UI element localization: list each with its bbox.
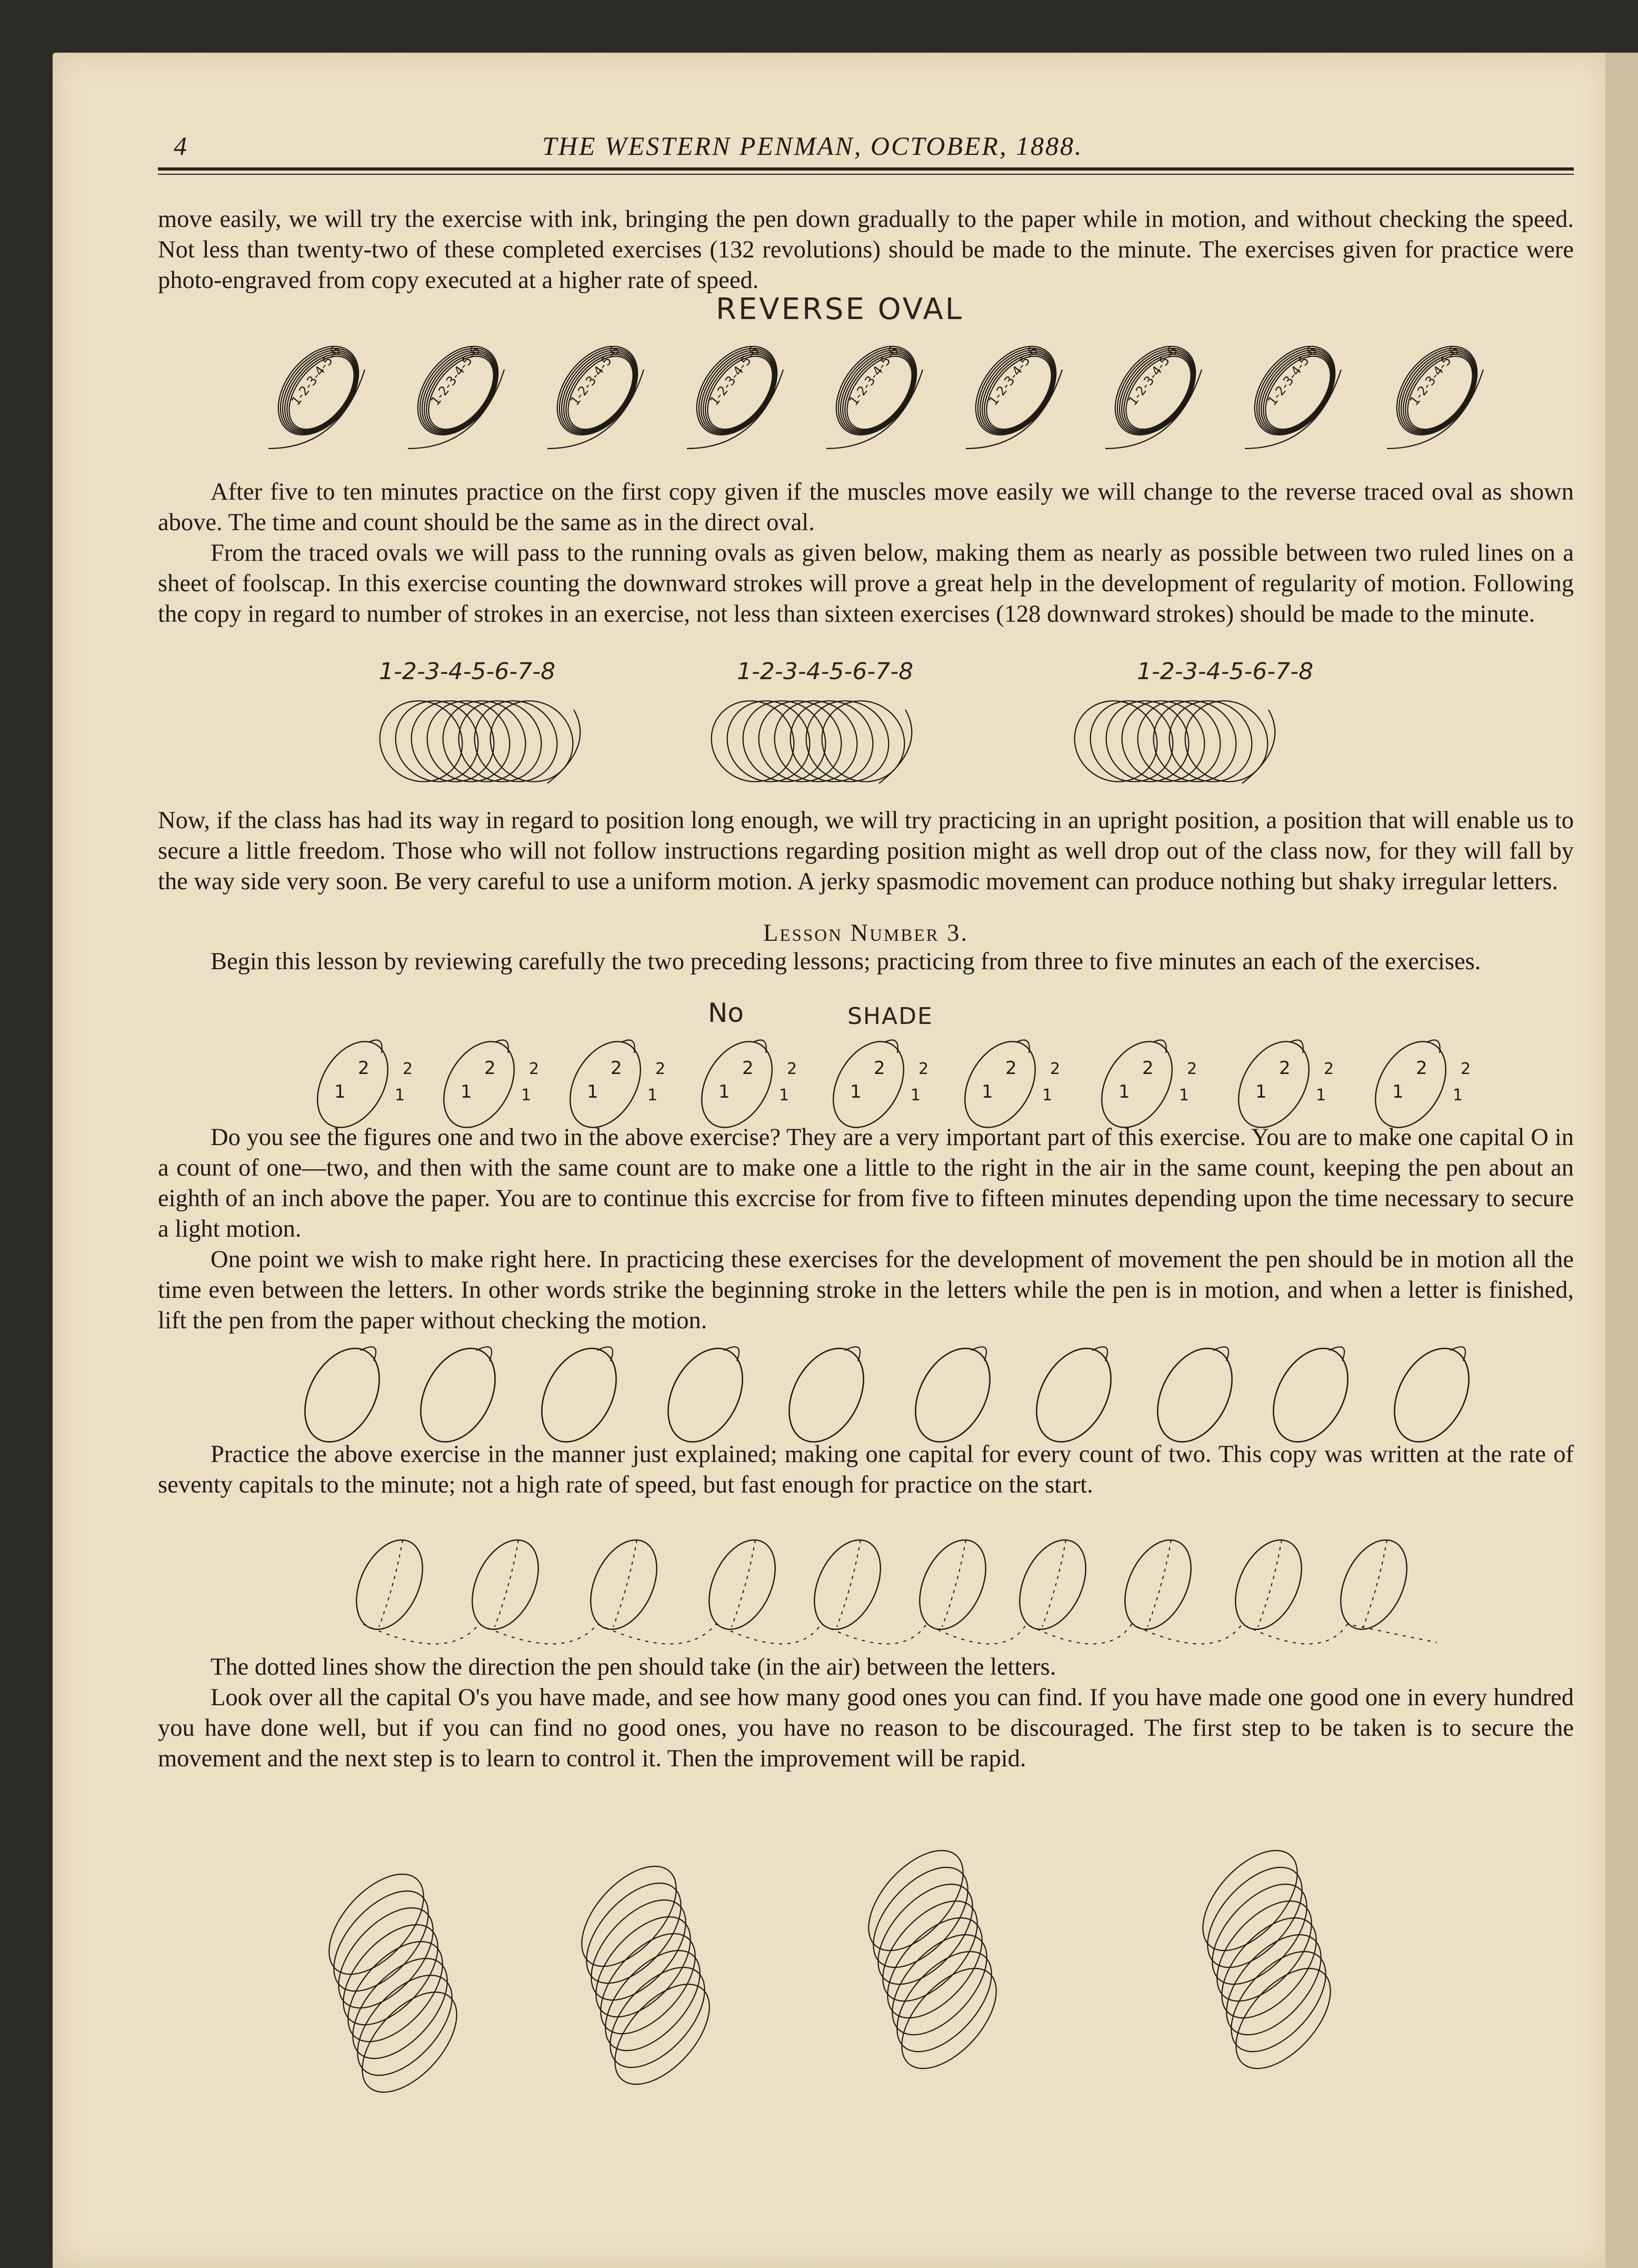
svg-text:1: 1 (461, 1081, 472, 1102)
capital-o-plain-5 (774, 1336, 879, 1455)
svg-text:1: 1 (779, 1086, 790, 1105)
svg-text:2: 2 (403, 1060, 413, 1078)
capital-o-dotted-2 (459, 1529, 552, 1640)
capital-o-dotted-10 (1327, 1529, 1420, 1640)
svg-text:1: 1 (718, 1081, 730, 1102)
svg-text:1: 1 (647, 1086, 658, 1105)
paragraph-motion: One point we wish to make right here. In practicing these exercises for the development of movement the pen should be in motion all the time even between the letters. In other words strike the beginning stroke in the letters while the pen is in motion, and when a letter is finished, lift the pen from the paper without checking the motion. (158, 1246, 1574, 1334)
svg-text:1: 1 (850, 1081, 862, 1102)
running-count-1: 1-2-3-4-5-6-7-8 (379, 658, 556, 685)
reverse-traced-oval-4 (681, 331, 794, 450)
paragraph-reverse-oval: After five to ten minutes practice on the first copy given if the muscles move easily we will change to the reverse traced oval as shown above. The time and count should be the same as in the direct oval. (158, 479, 1574, 536)
capital-o-plain-2 (406, 1336, 511, 1455)
compact-oval-drill-4 (1185, 1834, 1348, 2085)
svg-text:2: 2 (787, 1060, 797, 1078)
capital-o-plain-10 (1380, 1336, 1484, 1455)
svg-text:1-2-3-4-5-6: 1-2-3-4-5-6 (427, 343, 483, 409)
dotted-direction-line (363, 1624, 1437, 1644)
svg-text:1-2-3-4-5-6: 1-2-3-4-5-6 (1125, 343, 1181, 409)
svg-text:1: 1 (1179, 1086, 1190, 1105)
capital-o-dotted-6 (906, 1529, 999, 1640)
svg-text:1: 1 (521, 1086, 532, 1105)
capital-o-figure-4 (687, 1029, 797, 1140)
svg-text:1: 1 (1118, 1081, 1130, 1102)
page-number: 4 (174, 131, 188, 161)
reverse-traced-oval-3 (541, 331, 654, 450)
reverse-traced-oval-9 (1381, 331, 1494, 450)
capital-o-dotted-9 (1222, 1529, 1315, 1640)
lesson-heading: Lesson Number 3. (763, 920, 968, 947)
capital-o-plain-7 (1022, 1336, 1126, 1455)
paragraph-look-over: Look over all the capital O's you have made, and see how many good ones you can find. If you have made one good one in every hundred you have done well, but if you can find no good ones, you have no reason to be discouraged. The first step to be taken is to secure the movement and the next step is to learn to control it. Then the improvement will be rapid. (158, 1684, 1574, 1772)
svg-text:2: 2 (1187, 1060, 1197, 1078)
capital-o-dotted-3 (577, 1529, 670, 1640)
running-count-3: 1-2-3-4-5-6-7-8 (1137, 658, 1314, 685)
capital-o-plain-4 (653, 1336, 758, 1455)
svg-text:2: 2 (1005, 1058, 1017, 1079)
capital-o-plain-8 (1143, 1336, 1247, 1455)
svg-text:2: 2 (611, 1058, 622, 1079)
svg-text:1: 1 (911, 1086, 921, 1105)
capital-o-figure-7 (1087, 1029, 1197, 1140)
capital-o-dotted-7 (1006, 1529, 1099, 1640)
running-oval-exercise-1 (364, 685, 588, 798)
reverse-traced-oval-6 (960, 331, 1073, 450)
reverse-traced-oval-8 (1239, 331, 1352, 450)
paragraph-running-ovals: From the traced ovals we will pass to the running ovals as given below, making them as nearly as possible between two ruled lines on a sheet of foolscap. In this exercise counting the downward strokes will prove a great help in the development of regularity of motion. Following the copy in regard to number of strokes in an exercise, not less than sixteen exercises (128 downward strokes) should be made to the minute. (158, 540, 1574, 628)
running-oval-exercise-3 (1058, 685, 1283, 798)
paragraph-lesson-intro: Begin this lesson by reviewing carefully the two preceding lessons; practicing from three to five minutes an each of the exercises. (211, 948, 1481, 975)
capital-o-plain-3 (527, 1336, 632, 1455)
svg-text:2: 2 (655, 1060, 666, 1078)
reverse-traced-oval-1 (262, 331, 375, 450)
capital-o-plain-1 (290, 1336, 395, 1455)
svg-text:2: 2 (1416, 1058, 1427, 1079)
svg-text:1: 1 (982, 1081, 993, 1102)
capital-o-figure-9 (1361, 1029, 1471, 1140)
svg-text:2: 2 (742, 1058, 754, 1079)
reverse-traced-oval-5 (820, 331, 933, 450)
capital-o-dotted-8 (1112, 1529, 1204, 1640)
capital-o-figure-8 (1224, 1029, 1334, 1140)
svg-text:1: 1 (1042, 1086, 1053, 1105)
svg-text:1-2-3-4-5-6: 1-2-3-4-5-6 (706, 343, 762, 409)
svg-text:1: 1 (587, 1081, 598, 1102)
svg-text:1: 1 (1453, 1086, 1463, 1105)
svg-text:1: 1 (1255, 1081, 1267, 1102)
reverse-traced-oval-7 (1099, 331, 1212, 450)
no-note: No (708, 998, 744, 1028)
svg-text:1-2-3-4-5-6: 1-2-3-4-5-6 (985, 343, 1041, 409)
svg-text:2: 2 (358, 1058, 369, 1079)
svg-text:1: 1 (395, 1086, 405, 1105)
svg-text:1-2-3-4-5-6: 1-2-3-4-5-6 (288, 343, 344, 409)
svg-text:1-2-3-4-5-6: 1-2-3-4-5-6 (567, 343, 623, 409)
svg-text:2: 2 (1461, 1060, 1471, 1078)
capital-o-plain-9 (1259, 1336, 1363, 1455)
svg-text:1-2-3-4-5-6: 1-2-3-4-5-6 (1264, 343, 1320, 409)
svg-text:1: 1 (334, 1081, 346, 1102)
paragraph-position: Now, if the class has had its way in regard to position long enough, we will try practicing in an upright position, a position that will enable us to secure a little freedom. Those who will not follow instructions regarding position might as well drop out of the class now, for they will fall by the way side very soon. Be very careful to use a uniform motion. A jerky spasmodic movement can produce nothing but shaky irregular letters. (158, 807, 1574, 895)
svg-text:1: 1 (1392, 1081, 1404, 1102)
reverse-traced-oval-2 (402, 331, 515, 450)
capital-o-figure-1 (303, 1029, 413, 1140)
compact-oval-drill-3 (851, 1834, 1014, 2085)
compact-oval-drill-1 (312, 1857, 474, 2109)
svg-text:2: 2 (1279, 1058, 1291, 1079)
svg-text:2: 2 (874, 1058, 885, 1079)
svg-text:1-2-3-4-5-6: 1-2-3-4-5-6 (846, 343, 902, 409)
capital-o-figure-2 (430, 1029, 539, 1140)
capital-o-dotted-4 (696, 1529, 788, 1640)
svg-text:2: 2 (918, 1060, 929, 1078)
reverse-oval-note: REVERSE OVAL (716, 292, 964, 326)
paragraph-figures: Do you see the figures one and two in the above exercise? They are a very important part of this exercise. You are to make one capital O in a count of one—two, and then with the same count are to make one a little to the right in the air in the same count, keeping the pen about an eighth of an inch above the paper. You are to continue this excrcise for from five to fifteen minutes depending upon the time necessary to secure a light motion. (158, 1124, 1574, 1242)
compact-oval-drill-2 (564, 1849, 727, 2101)
paragraph-intro: move easily, we will try the exercise with ink, bringing the pen down gradually to the paper while in motion, and without checking the speed. Not less than twenty-two of these completed exercises (132 revolutions) should be made to the minute. The exercises given for practice were photo-engraved from copy executed at a higher rate of speed. (158, 206, 1574, 294)
svg-text:2: 2 (1324, 1060, 1334, 1078)
svg-text:1: 1 (1316, 1086, 1326, 1105)
svg-text:2: 2 (1142, 1058, 1154, 1079)
svg-text:2: 2 (1050, 1060, 1061, 1078)
capital-o-figure-3 (556, 1029, 665, 1140)
capital-o-figure-6 (951, 1029, 1060, 1140)
svg-text:1-2-3-4-5-6: 1-2-3-4-5-6 (1406, 343, 1462, 409)
shade-note: SHADE (847, 1003, 933, 1030)
running-count-2: 1-2-3-4-5-6-7-8 (737, 658, 914, 685)
capital-o-dotted-1 (343, 1529, 436, 1640)
capital-o-plain-6 (901, 1336, 1005, 1455)
running-title: THE WESTERN PENMAN, OCTOBER, 1888. (542, 131, 1083, 161)
paragraph-practice: Practice the above exercise in the manner just explained; making one capital for every count of two. This copy was written at the rate of seventy capitals to the minute; not a high rate of speed, but fast enough for practice on the start. (158, 1441, 1574, 1498)
svg-text:2: 2 (529, 1060, 540, 1078)
capital-o-figure-5 (819, 1029, 928, 1140)
running-oval-exercise-2 (695, 685, 920, 798)
svg-text:2: 2 (484, 1058, 496, 1079)
paragraph-dotted-lines: The dotted lines show the direction the pen should take (in the air) between the letters. (211, 1654, 1056, 1680)
capital-o-dotted-5 (801, 1529, 894, 1640)
